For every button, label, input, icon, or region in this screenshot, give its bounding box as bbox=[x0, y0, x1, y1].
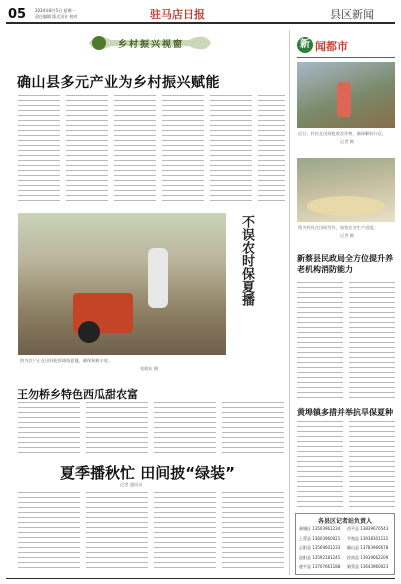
contact-item: 确山县 13783966678 bbox=[347, 545, 389, 550]
article2-title: 王勿桥乡特色西瓜甜农富 bbox=[17, 388, 138, 401]
right-photo2-caption: 图为村民在田间劳作，加快农业生产进度。 bbox=[298, 225, 378, 230]
contact-item: 平舆县 13938301122 bbox=[347, 535, 389, 541]
banner-text: 乡村振兴视窗 bbox=[118, 40, 185, 50]
contact-item: 西平县 13839676543 bbox=[347, 526, 389, 531]
photo-vertical-title: 不误农时保夏播 bbox=[239, 215, 254, 306]
contacts-box bbox=[295, 513, 395, 575]
right-photo1-caption: 近日，村民在田间抢收农作物，确保颗粒归仓。 bbox=[298, 131, 386, 136]
column-divider bbox=[289, 30, 290, 575]
farm-photo bbox=[18, 213, 226, 355]
article2-column-2 bbox=[86, 402, 148, 454]
article2-column-4 bbox=[222, 402, 284, 454]
big-title: 夏季播秋忙 田间披“绿装” bbox=[60, 464, 235, 482]
big-article-column-4 bbox=[222, 492, 284, 570]
right-photo1-credit: 记者 摄 bbox=[340, 139, 354, 144]
big-article-column-1 bbox=[18, 492, 80, 570]
paper-title: 驻马店日报 bbox=[150, 8, 205, 21]
crop-pile-icon bbox=[307, 196, 385, 216]
contact-item: 驿城区 13503961234 bbox=[299, 526, 341, 531]
photo-credit: 张晓东 摄 bbox=[140, 366, 159, 371]
contacts-title: 各县区记者站负责人 bbox=[317, 518, 372, 525]
contact-item: 正阳县 13569601233 bbox=[299, 545, 341, 550]
big-title-byline: 记者 通讯员 bbox=[120, 482, 143, 487]
news-badge: 新 bbox=[297, 37, 313, 53]
article-column-2 bbox=[66, 95, 108, 205]
article2-column-1 bbox=[18, 402, 80, 454]
right-photo2-credit: 记者 摄 bbox=[340, 233, 354, 238]
article-column-5 bbox=[210, 95, 252, 205]
footer-rule bbox=[6, 578, 395, 579]
big-article-column-2 bbox=[86, 492, 148, 570]
right-headline: 新蔡县民政局全方位提升养老机构消防能力 bbox=[297, 254, 393, 274]
tractor-wheel-icon bbox=[78, 321, 100, 343]
worker-figure bbox=[337, 82, 351, 117]
article-column-4 bbox=[162, 95, 204, 205]
editor-line: 责任编辑 版式设计 校对 bbox=[35, 14, 78, 19]
contact-item: 泌阳县 13592181245 bbox=[299, 554, 341, 560]
right-article-1 bbox=[297, 282, 343, 402]
article-column-6 bbox=[258, 95, 285, 205]
article-column-1 bbox=[18, 95, 60, 205]
page-number: 05 bbox=[8, 7, 27, 22]
news-header: 闻都市 bbox=[315, 40, 348, 53]
contact-item: 新蔡县 13643960023 bbox=[347, 564, 389, 569]
right-article-2 bbox=[349, 282, 395, 402]
right-article-4 bbox=[349, 421, 395, 509]
contact-item: 汝南县 13939662209 bbox=[347, 554, 389, 560]
section-title: 县区新闻 bbox=[330, 8, 374, 21]
right-article-3 bbox=[297, 421, 343, 509]
contacts-grid bbox=[299, 525, 393, 572]
masthead-rule bbox=[6, 22, 395, 24]
article-column-3 bbox=[114, 95, 156, 205]
right-headline-2: 黄埠镇多措并举抗旱保夏种 bbox=[297, 408, 393, 417]
contact-item: 遂平县 13707661188 bbox=[299, 564, 341, 569]
right-header-rule bbox=[297, 57, 395, 58]
article2-column-3 bbox=[154, 402, 216, 454]
farmer-figure bbox=[148, 248, 168, 308]
contact-item: 上蔡县 13603960021 bbox=[299, 535, 341, 541]
right-photo-1 bbox=[297, 62, 395, 128]
photo-caption: 图为农户正在田间抢抓墒情夏播，确保秋粮丰收。 bbox=[20, 358, 113, 363]
main-headline: 确山县多元产业为乡村振兴赋能 bbox=[17, 75, 220, 91]
right-photo-2 bbox=[297, 158, 395, 222]
date-line: 2024年8月5日 星期一 bbox=[35, 8, 76, 13]
big-article-column-3 bbox=[154, 492, 216, 570]
